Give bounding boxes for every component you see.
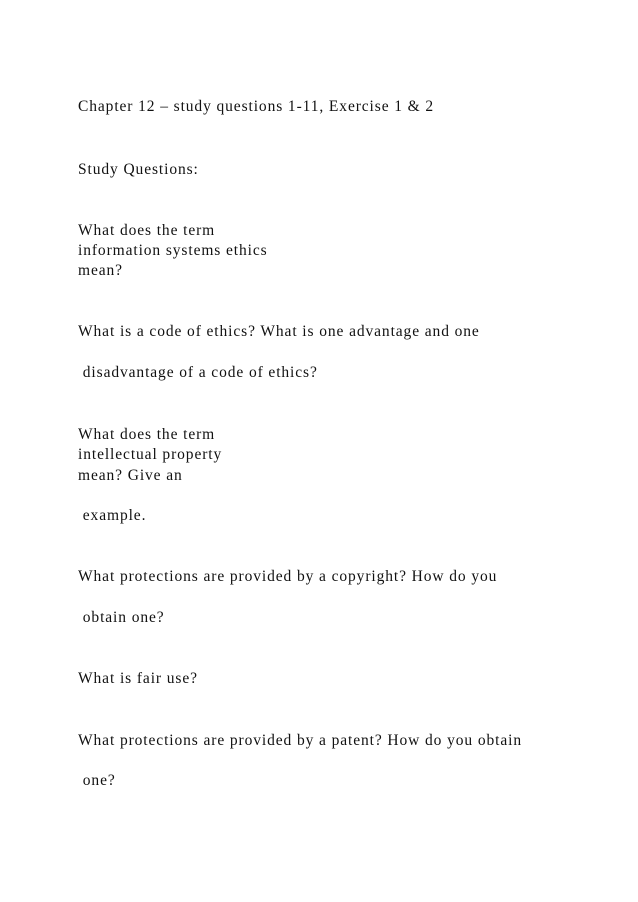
question-1-line-3: mean?: [78, 262, 123, 279]
question-5-line-1: What is fair use?: [78, 670, 198, 687]
question-2-line-2: disadvantage of a code of ethics?: [78, 364, 318, 381]
section-heading: Study Questions:: [78, 161, 199, 178]
question-3-line-1: What does the term: [78, 426, 216, 443]
question-3-line-4: example.: [78, 507, 147, 524]
question-1-line-2: information systems ethics: [78, 242, 268, 259]
question-1-line-1: What does the term: [78, 222, 216, 239]
document-title: Chapter 12 – study questions 1-11, Exercise 1 & 2: [78, 98, 435, 115]
question-2-line-1: What is a code of ethics? What is one advantage and one: [78, 323, 480, 340]
question-6-line-1: What protections are provided by a patent? How do you obtain: [78, 732, 522, 749]
question-4-line-1: What protections are provided by a copyright? How do you: [78, 568, 498, 585]
question-3-line-3: mean? Give an: [78, 467, 183, 484]
question-3-line-2: intellectual property: [78, 446, 223, 463]
question-6-line-2: one?: [78, 772, 116, 789]
question-4-line-2: obtain one?: [78, 609, 165, 626]
